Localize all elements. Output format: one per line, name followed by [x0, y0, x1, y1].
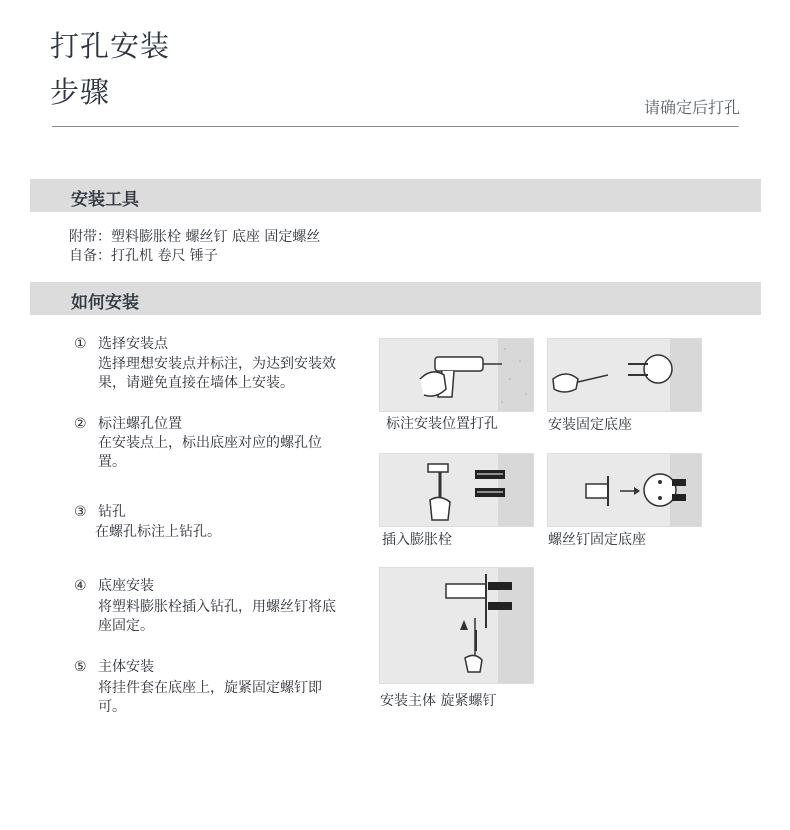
figure-hammer-anchor: [379, 453, 534, 527]
step-1-number: ①: [74, 336, 87, 352]
step-2-number: ②: [74, 416, 87, 432]
step-2-head: [74, 413, 182, 433]
tools-section-heading: 安装工具: [71, 190, 139, 210]
mount-body-icon: [380, 568, 533, 683]
step-4-title: 底座安装: [98, 578, 154, 594]
screwdriver-base-icon: [548, 339, 701, 411]
step-5-desc: 将挂件套在底座上，旋紧固定螺钉即可。: [98, 680, 322, 715]
page-title-line1: 打孔安装: [50, 29, 171, 63]
step-3-desc: 在螺孔标注上钻孔。: [95, 524, 221, 540]
step-5-head: [74, 656, 154, 676]
figure-screw-base: [547, 453, 702, 527]
figure-screwdriver-base: [547, 338, 702, 412]
install-section-band: [30, 282, 761, 315]
figure-mount-body-caption: 安装主体 旋紧螺钉: [380, 693, 497, 709]
tools-section-band: [30, 179, 761, 212]
step-2-desc: 在安装点上，标出底座对应的螺孔位置。: [98, 435, 322, 470]
figure-hammer-anchor-caption: 插入膨胀栓: [382, 532, 452, 548]
tools-included: 附带：塑料膨胀栓 螺丝钉 底座 固定螺丝: [69, 229, 321, 245]
header-note: 请确定后打孔: [643, 98, 740, 117]
step-4-head: [74, 575, 154, 595]
install-section-heading: 如何安装: [71, 293, 139, 313]
page-title-line2: 步骤: [50, 75, 111, 109]
drill-icon: [380, 339, 533, 411]
header-divider: [52, 126, 739, 127]
step-4-desc: 将塑料膨胀栓插入钻孔，用螺丝钉将底座固定。: [98, 599, 336, 634]
screw-base-icon: [548, 454, 701, 526]
figure-screw-base-caption: 螺丝钉固定底座: [548, 532, 646, 548]
step-4-number: ④: [74, 578, 87, 594]
figure-screwdriver-base-caption: 安装固定底座: [548, 417, 632, 433]
hammer-anchor-icon: [380, 454, 533, 526]
step-5-number: ⑤: [74, 659, 87, 675]
figure-drill: [379, 338, 534, 412]
tools-prepare: 自备：打孔机 卷尺 锤子: [69, 248, 218, 264]
step-3-title: 钻孔: [98, 504, 126, 520]
step-2-title: 标注螺孔位置: [98, 416, 182, 432]
step-3-head: [74, 501, 126, 521]
step-1-head: [74, 333, 168, 353]
step-5-title: 主体安装: [98, 659, 154, 675]
step-1-desc: 选择理想安装点并标注，为达到安装效果，请避免直接在墙体上安装。: [98, 356, 336, 391]
step-3-number: ③: [74, 504, 87, 520]
step-1-title: 选择安装点: [98, 336, 168, 352]
figure-mount-body: [379, 567, 534, 684]
figure-drill-caption: 标注安装位置打孔: [386, 416, 498, 432]
